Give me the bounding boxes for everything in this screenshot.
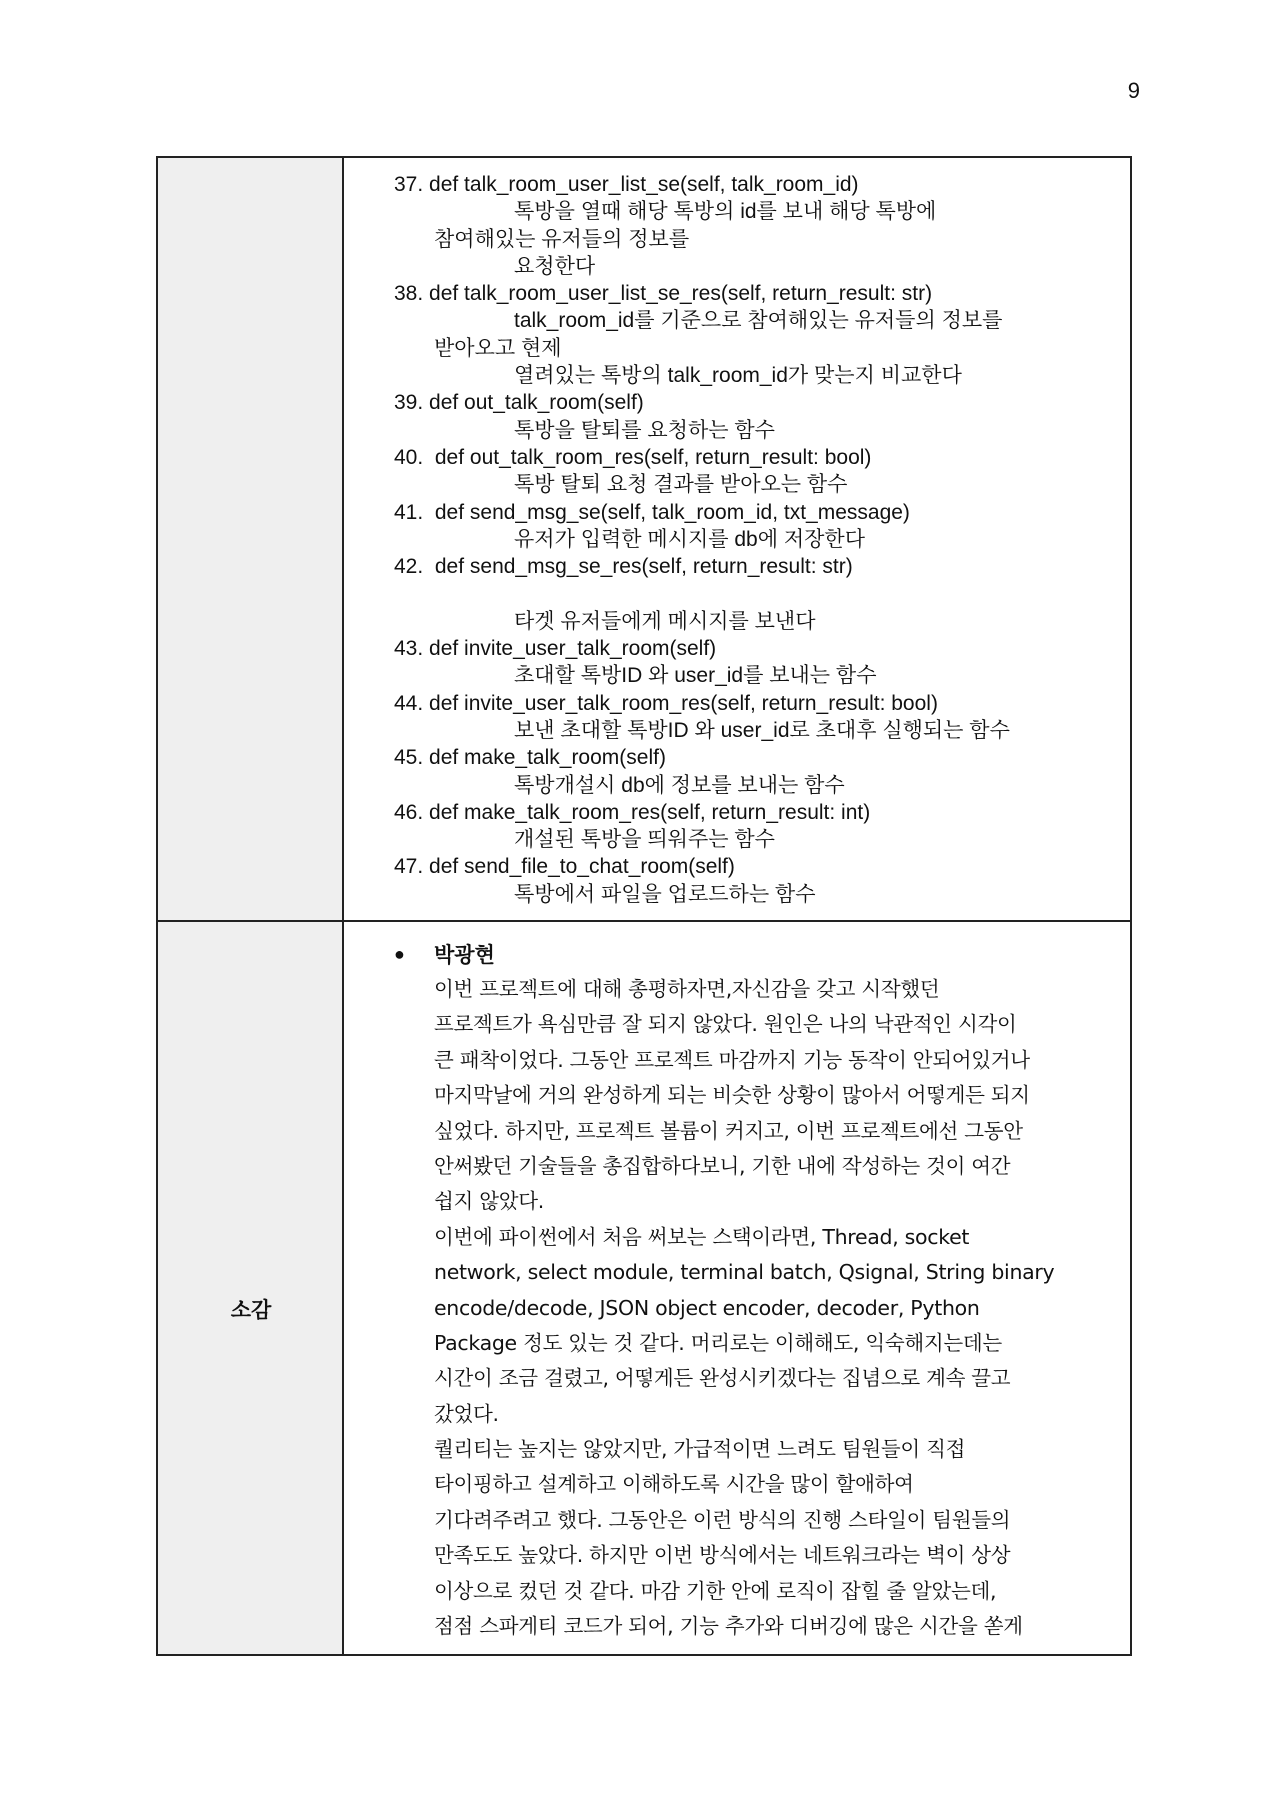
function-description: talk_room_id를 기준으로 참여해있는 유저들의 정보를 [514,309,1003,333]
function-description: 참여해있는 유저들의 정보를 [434,227,690,251]
function-description: 톡방을 탈퇴를 요청하는 함수 [514,418,775,442]
reflection-text [394,972,1118,1644]
reflection-line: network, select module, terminal batch, Qsignal, String binary [434,1260,1055,1285]
reflection-line: 시간이 조금 걸렸고, 어떻게든 완성시키겠다는 집념으로 계속 끌고 [434,1366,1011,1391]
function-item [394,553,1114,635]
function-signature: 44. def invite_user_talk_room_res(self, return_result: bool) [394,691,938,715]
function-item [394,280,1114,389]
row-divider [158,920,1130,922]
function-description: 받아오고 현제 [434,336,562,360]
reflection-line: 이번 프로젝트에 대해 총평하자면,자신감을 갖고 시작했던 [434,977,940,1001]
function-signature: 40. def out_talk_room_res(self, return_result: bool) [394,445,872,469]
reflection-line: encode/decode, JSON object encoder, decoder, Python [434,1295,980,1320]
function-item [394,690,1114,745]
function-list [394,171,1114,908]
reflection-line: Package 정도 있는 것 같다. 머리로는 이해해도, 익숙해지는데는 [434,1330,1002,1355]
function-item [394,853,1114,908]
function-description: 열려있는 톡방의 talk_room_id가 맞는지 비교한다 [514,364,962,388]
reflection-line: 안써봤던 기술들을 총집합하다보니, 기한 내에 작성하는 것이 여간 [434,1153,1011,1178]
function-description: 톡방개설시 db에 정보를 보내는 함수 [514,773,845,797]
reflection-author: 박광현 [434,943,495,967]
function-signature: 46. def make_talk_room_res(self, return_result: int) [394,800,871,824]
reflection-line: 만족도도 높았다. 하지만 이번 방식에서는 네트워크라는 벽이 상상 [434,1543,1011,1568]
reflection-line: 마지막날에 거의 완성하게 되는 비슷한 상황이 많아서 어떻게든 되지 [434,1083,1030,1108]
function-description: 보낸 초대할 톡방ID 와 user_id로 초대후 실행되는 함수 [514,718,1010,742]
function-description: 개설된 톡방을 띄워주는 함수 [514,828,775,852]
row-label-reflection: 소감 [230,1298,272,1322]
function-signature: 43. def invite_user_talk_room(self) [394,637,717,661]
function-item [394,799,1114,854]
reflection-line: 기다려주려고 했다. 그동안은 이런 방식의 진행 스타일이 팀원들의 [434,1507,1011,1532]
function-description: 톡방에서 파일을 업로드하는 함수 [514,882,816,906]
function-signature: 42. def send_msg_se_res(self, return_result: str) [394,555,853,579]
function-signature: 37. def talk_room_user_list_se(self, talk_room_id) [394,173,859,196]
reflection-line: 싶었다. 하지만, 프로젝트 볼륨이 커지고, 이번 프로젝트에선 그동안 [434,1118,1023,1143]
bullet-icon: ● [394,943,405,964]
function-signature: 41. def send_msg_se(self, talk_room_id, txt_message) [394,500,910,524]
reflection-line: 쉽지 않았다. [434,1189,544,1214]
function-item [394,171,1114,280]
function-description: 요청한다 [514,254,596,278]
reflection-line: 점점 스파게티 코드가 되어, 기능 추가와 디버깅에 많은 시간을 쏟게 [434,1614,1023,1639]
function-description [394,580,1114,607]
function-description: 타겟 유저들에게 메시지를 보낸다 [514,609,816,633]
reflection-line: 이상으로 컸던 것 같다. 마감 기한 안에 로직이 잡힐 줄 알았는데, [434,1578,997,1603]
function-item [394,389,1114,444]
page-number: 9 [1127,78,1140,103]
reflection-line: 갔었다. [434,1401,499,1426]
function-signature: 38. def talk_room_user_list_se_res(self, return_result: str) [394,282,933,306]
reflection-line: 퀄리티는 높지는 않았지만, 가급적이면 느려도 팀원들이 직접 [434,1437,966,1462]
function-item [394,744,1114,799]
function-signature: 47. def send_file_to_chat_room(self) [394,855,735,879]
function-item [394,444,1114,499]
document-table [156,156,1132,1656]
function-signature: 45. def make_talk_room(self) [394,746,666,770]
reflection-author-row [394,936,1118,972]
function-item [394,635,1114,690]
label-column [158,158,344,1654]
function-description: 톡방 탈퇴 요청 결과를 받아오는 함수 [514,473,848,497]
reflection-line: 이번에 파이썬에서 처음 써보는 스택이라면, Thread, socket [434,1224,970,1249]
function-signature: 39. def out_talk_room(self) [394,391,644,415]
reflection-line: 큰 패착이었다. 그동안 프로젝트 마감까지 기능 동작이 안되어있거나 [434,1047,1030,1072]
function-item [394,499,1114,554]
reflection-line: 프로젝트가 욕심만큼 잘 되지 않았다. 원인은 나의 낙관적인 시각이 [434,1012,1017,1037]
function-description: 유저가 입력한 메시지를 db에 저장한다 [514,527,865,551]
reflection-line: 타이핑하고 설계하고 이해하도록 시간을 많이 할애하여 [434,1472,914,1497]
function-description: 초대할 톡방ID 와 user_id를 보내는 함수 [514,664,877,688]
function-description: 톡방을 열때 해당 톡방의 id를 보내 해당 톡방에 [514,200,937,224]
reflection-section [394,936,1118,1644]
